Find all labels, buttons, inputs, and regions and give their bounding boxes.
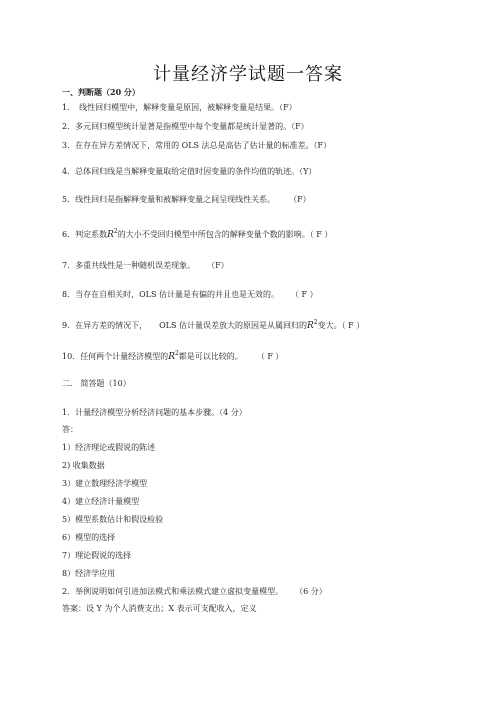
item-text: 在存在异方差情况下，常用的 OLS 法总是高估了估计量的标准差。（F） (75, 141, 332, 150)
r-squared-symbol: $R^2$ (168, 350, 179, 362)
item-text: 总体回归线是当解释变量取给定值时因变量的条件均值的轨迹。（Y） (75, 167, 317, 176)
item-number: 4． (62, 167, 76, 176)
step-item: 8）经济学应用 (62, 569, 116, 578)
section-short-answer-heading: 二． 简答题（10） (62, 379, 131, 388)
step-item: 2) 收集数据 (62, 461, 105, 470)
judgment-item-3 (62, 141, 331, 151)
question-2-answer: 答案：设 Y 为个人消费支出；X 表示可支配收入，定义 (62, 604, 257, 613)
question-2 (62, 587, 327, 597)
section-judgment-heading: 一、判断题（20 分） (62, 87, 140, 97)
step-item: 6）模型的选择 (62, 533, 116, 542)
r-squared-symbol: $R^2$ (307, 319, 318, 331)
step-item: 7）理论假说的选择 (62, 551, 132, 560)
item-text-pre: 判定系数 (75, 230, 108, 239)
item-number: 10． (62, 352, 81, 361)
item-number: 5． (62, 195, 76, 204)
judgment-item-9 (62, 318, 364, 331)
item-text-mid: OLS 估计量误差放大的原因是从属回归的 (159, 321, 307, 330)
item-text-pre: 任何两个计量经济模型的 (80, 352, 169, 361)
r-squared-symbol: $R^2$ (107, 228, 118, 240)
step-item: 3）建立数理经济学模型 (62, 479, 148, 488)
item-number: 2． (62, 122, 76, 131)
item-text: 多元回归模型统计显著是指模型中每个变量都是统计显著的。（F） (75, 122, 309, 131)
item-answer: （F） (289, 195, 311, 204)
item-answer: （ F ） (256, 352, 284, 361)
question-1: 1．计量经济模型分析经济问题的基本步骤。（4 分） (62, 408, 247, 417)
step-item: 1）经济理论或假说的陈述 (62, 443, 156, 452)
answer-label: 答： (62, 425, 78, 434)
item-answer: （ F ） (291, 290, 318, 299)
item-number: 1． (62, 103, 76, 112)
item-text-pre: 在异方差的情况下， (75, 321, 148, 330)
question-score: （6 分） (295, 587, 327, 596)
item-number: 9． (62, 321, 76, 330)
item-text: 线性回归模型中，解释变量是原因，被解释变量是结果。（F） (79, 103, 297, 112)
step-item: 4）建立经济计量模型 (62, 497, 140, 506)
judgment-item-7 (62, 261, 229, 271)
item-answer: （F） (207, 261, 229, 270)
judgment-item-6 (62, 227, 332, 240)
item-number: 8． (62, 290, 76, 299)
item-text-post: 的大小不受回归模型中所包含的解释变量个数的影响。（ F ） (117, 230, 333, 239)
step-item: 5）模型系数估计和假设检验 (62, 515, 164, 524)
judgment-item-1 (62, 103, 297, 113)
item-number: 7． (62, 261, 76, 270)
document-title: 计量经济学试题一答案 (153, 64, 343, 85)
item-text-post: 都是可以比较的。 (178, 352, 243, 361)
item-number: 6． (62, 230, 76, 239)
item-text: 线性回归是指解释变量和被解释变量之间呈现线性关系。 (75, 195, 276, 204)
item-number: 3． (62, 141, 76, 150)
judgment-item-2 (62, 122, 309, 132)
item-text-post: 变大。（ F ） (317, 321, 365, 330)
item-text: 多重共线性是一种随机误差现象。 (75, 261, 196, 270)
item-text: 当存在自相关时，OLS 估计量是有偏的并且也是无效的。 (75, 290, 279, 299)
question-text: 2．举例说明如何引进加法模式和乘法模式建立虚拟变量模型。 (62, 587, 284, 596)
judgment-item-5 (62, 195, 311, 205)
judgment-item-8 (62, 290, 318, 300)
judgment-item-4 (62, 167, 316, 177)
judgment-item-10 (62, 349, 283, 362)
